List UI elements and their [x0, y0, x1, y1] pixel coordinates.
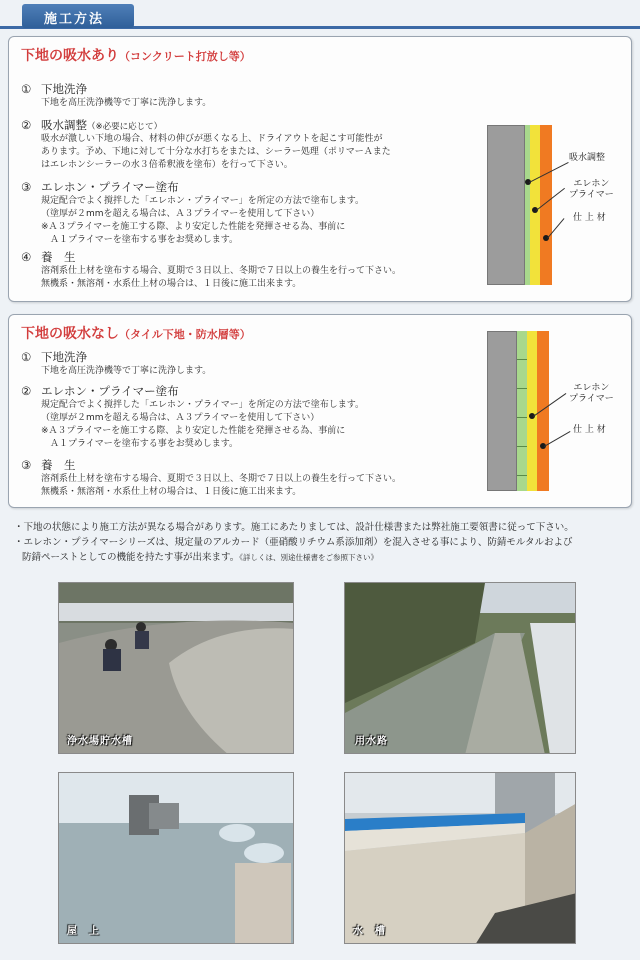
step-text: 吸水が激しい下地の場合、材料の伸びが悪くなる上、ドライアウトを起こす可能性が [41, 134, 383, 144]
label-primer: エレホン プライマー [569, 179, 614, 200]
substrate-layer [487, 125, 525, 285]
step-title: エレホン・プライマー塗布 [41, 180, 179, 194]
step-title: 下地洗浄 [41, 82, 87, 96]
step-2 [21, 117, 441, 172]
photo-caption: 屋 上 [67, 926, 100, 937]
tile-layer [517, 331, 527, 491]
panel-title [21, 323, 251, 343]
step-text: ※Ａ３プライマーを施工する際、より安定した性能を発揮させる為、事前に [41, 222, 346, 232]
step-number: ① [21, 82, 32, 96]
step-text: 無機系・無溶剤・水系仕上材の場合は、１日後に施工出来ます。 [41, 487, 302, 497]
photo-image [345, 583, 576, 754]
panel-non-absorbent-substrate [8, 314, 632, 508]
label-water-adjust: 吸水調整 [569, 153, 606, 163]
layer-diagram [487, 125, 627, 297]
step-text: 溶剤系仕上材を塗布する場合、夏期で３日以上、冬期で７日以上の養生を行って下さい。 [41, 266, 402, 276]
step-title: 下地洗浄 [41, 350, 87, 364]
step-3 [21, 179, 441, 247]
label-finish: 仕 上 材 [573, 213, 606, 223]
step-3 [21, 457, 441, 499]
step-text: Ａ１プライマーを塗布する事をお奨めします。 [41, 439, 239, 449]
photo-caption: 用水路 [355, 736, 388, 747]
step-text: 規定配合でよく撹拌した「エレホン・プライマー」を所定の方法で塗布します。 [41, 196, 365, 206]
layer-diagram [487, 331, 627, 495]
step-2 [21, 383, 441, 451]
step-title: 吸水調整 [41, 118, 87, 132]
panel-title-main: 下地の吸水なし [21, 326, 119, 342]
primer-layer [530, 125, 540, 285]
step-text: 下地を高圧洗浄機等で丁寧に洗浄します。 [41, 98, 212, 108]
step-4 [21, 249, 441, 291]
step-text: （塗厚が２mmを超える場合は、Ａ３プライマーを使用して下さい） [41, 209, 320, 219]
step-number: ④ [21, 250, 32, 264]
step-title: エレホン・プライマー塗布 [41, 384, 179, 398]
step-text: 規定配合でよく撹拌した「エレホン・プライマー」を所定の方法で塗布します。 [41, 400, 365, 410]
step-number: ② [21, 118, 32, 132]
step-text: はエレホンシーラーの水３倍希釈液を塗布）を行って下さい。 [41, 160, 293, 170]
note-line: ・エレホン・プライマーシリーズは、規定量のアルカード（亜硝酸リチウム系添加剤）を混入させる事により、防錆モルタルおよび [14, 537, 573, 548]
photo-image [59, 773, 294, 944]
photo-caption: 水 槽 [353, 926, 386, 937]
label-finish: 仕 上 材 [573, 425, 606, 435]
photo-water-tank-site [58, 582, 294, 754]
step-text: 溶剤系仕上材を塗布する場合、夏期で３日以上、冬期で７日以上の養生を行って下さい。 [41, 474, 402, 484]
step-note: （※必要に応じて） [87, 122, 163, 132]
step-number: ③ [21, 458, 32, 472]
photo-waterway [344, 582, 576, 754]
footnotes [14, 520, 626, 565]
label-primer: エレホン プライマー [569, 383, 614, 404]
step-1 [21, 81, 441, 110]
step-title: 養 生 [41, 458, 76, 472]
note-line: 防錆ペーストとしての機能を持たす事が出来ます。《詳しくは、別途仕様書をご参照下さい》 [22, 552, 379, 563]
step-number: ② [21, 384, 32, 398]
note-line: ・下地の状態により施工方法が異なる場合があります。施工にあたりましては、設計仕様書または弊社施工要領書に従って下さい。 [14, 522, 574, 533]
step-1 [21, 349, 441, 378]
panel-title-sub: （タイル下地・防水層等） [119, 328, 251, 341]
step-number: ③ [21, 180, 32, 194]
photo-image [59, 583, 294, 754]
photo-caption: 浄水場貯水槽 [67, 736, 133, 747]
step-text: あります。予め、下地に対して十分な水打ちをまたは、シーラー処理（ポリマーＡまた [41, 147, 391, 157]
step-number: ① [21, 350, 32, 364]
step-text: （塗厚が２mmを超える場合は、Ａ３プライマーを使用して下さい） [41, 413, 320, 423]
panel-title-main: 下地の吸水あり [21, 48, 119, 64]
step-text: 無機系・無溶剤・水系仕上材の場合は、１日後に施工出来ます。 [41, 279, 302, 289]
panel-title [21, 45, 251, 65]
section-header-tab: 施工方法 [22, 4, 134, 28]
panel-absorbent-substrate [8, 36, 632, 302]
note-reference: 《詳しくは、別途仕様書をご参照下さい》 [239, 553, 379, 562]
step-text: 下地を高圧洗浄機等で丁寧に洗浄します。 [41, 366, 212, 376]
photo-image [345, 773, 576, 944]
step-text: Ａ１プライマーを塗布する事をお奨めします。 [41, 235, 239, 245]
step-text: ※Ａ３プライマーを施工する際、より安定した性能を発揮させる為、事前に [41, 426, 346, 436]
panel-title-sub: （コンクリート打放し等） [119, 50, 251, 63]
primer-layer [527, 331, 537, 491]
step-title: 養 生 [41, 250, 76, 264]
photo-water-tank [344, 772, 576, 944]
photo-rooftop [58, 772, 294, 944]
substrate-layer [487, 331, 517, 491]
